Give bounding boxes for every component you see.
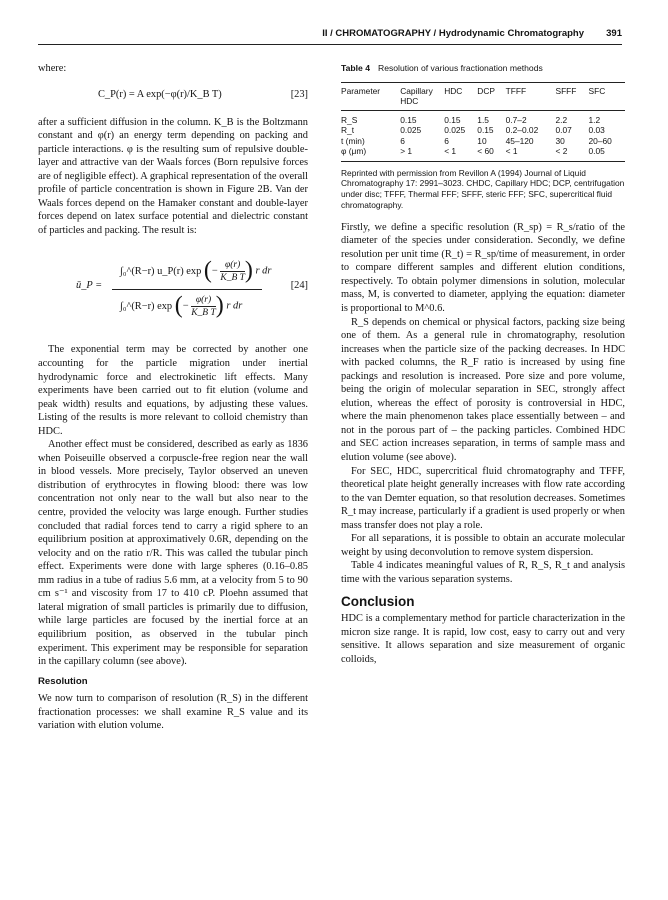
paragraph: The exponential term may be corrected by another one accounting for the particle migration under inertial hydrodynamic force and electrokinetic lift effects. Many experiments have been carried out to fit elution (volume and peak width) results and equations, by adjusting these values. Listing of the results is more relevant to colloid chemistry than HDC. xyxy=(38,344,308,437)
table-row xyxy=(341,146,625,161)
equation-24-number: [24] xyxy=(290,280,308,292)
running-header xyxy=(38,28,622,42)
paragraph: R_S depends on chemical or physical factors, packing size being one of them. As a general rule in chromatography, resolution increases when the particle size of the packing decreases. In HDC with packed columns, the R_F ratio is increased by using fine packings and resolution is increased. Pore size and pore volume, being the origin of molecular separation in SEC, strongly affect elution, whereas the effect of porosity is controversial in HDC, where the main phenomenon takes place essentially between – and not in the porous part of – the packing particles. Combined HDC and SEC action increases separation, in terms of sample mass and elution volume (see above). xyxy=(341,316,625,464)
table-row xyxy=(341,110,625,125)
table-footnote: Reprinted with permission from Revillon A (1994) Journal of Liquid Chromatography 17: 2991–3023. CHDC, Capillary HDC; DCP, centrifugation under disc; TFFF, Thermal FFF; SFFF, steric FFF; SFC, supercritical fluid chromatography. xyxy=(341,167,625,210)
table-cell: 10 xyxy=(477,135,487,146)
table-cell: 0.07 xyxy=(555,125,572,136)
table-cell: 0.03 xyxy=(588,125,605,136)
table-header-cell: Parameter xyxy=(341,85,381,96)
table-cell: 0.15 xyxy=(444,114,461,125)
where-label: where: xyxy=(38,63,67,74)
table-cell: < 2 xyxy=(555,146,568,157)
table-header-cell: HDC xyxy=(444,85,463,96)
running-title: II / CHROMATOGRAPHY / Hydrodynamic Chromatography xyxy=(322,28,584,39)
table-cell: 6 xyxy=(400,135,405,146)
paragraph: HDC is a complementary method for particle characterization in the micron size range. It is rapid, low cost, easy to carry out and very sensitive. It allows separation and size measurement of organic colloids, xyxy=(341,613,625,665)
table-caption xyxy=(341,62,625,76)
table-cell: 0.7–2 xyxy=(505,114,527,125)
table-header-cell: Capillary HDC xyxy=(400,85,433,107)
table-cell: 0.025 xyxy=(444,125,466,136)
table-cell: 0.2–0.02 xyxy=(505,125,539,136)
paragraph: For SEC, HDC, supercritical fluid chromatography and TFFF, theoretical plate height generally increases with flow rate according to the van Demter equation, so that resolution decreases. Sometimes R_t may increase, particularly if a gradient is used properly or when mass transfer does not play a role. xyxy=(341,465,625,531)
equation-24-fraction xyxy=(112,245,280,334)
table-cell: < 1 xyxy=(505,146,518,157)
equation-24 xyxy=(38,243,308,339)
paragraph: Another effect must be considered, described as early as 1836 when Poiseuille observed a corpuscle-free region near the wall in blood vessels. More precisely, Taylor observed an uneven distribution of erythrocytes in flowing blood: there was low concentration not only near to the wall but also near to the centre, provided the velocity was large enough. Further studies concluded that radial forces tend to carry a rigid sphere to an equilibrium position at approximatively 0.6R, depending on the velocity and on the ratio r/R. This was called the tubular pinch effect. Experiments were done with large spheres (0.16–0.85 mm radius in a tube of radius 5.6 mm, at a velocity from 5 to 90 cm s⁻¹ and viscosity from 17 to 410 cP. Ploehn assumed that lateral migration of small particles is primarily due to diffusion, while large particles are focused by the inertial force at an equilibrium position, as observed in the tubular pinch experiment. This experiment may be responsible for separation in the capillary column (see above). xyxy=(38,439,308,668)
table-header-cell: SFFF xyxy=(555,85,577,96)
equation-23 xyxy=(38,76,308,106)
table-cell: < 60 xyxy=(477,146,494,157)
table-cell: 1.5 xyxy=(477,114,489,125)
table-cell: 1.2 xyxy=(588,114,601,125)
table-header-row xyxy=(341,82,625,110)
paragraph: For all separations, it is possible to obtain an accurate molecular weight by using deconvolution to remove system dispersion. xyxy=(341,533,625,558)
equation-23-math: C_P(r) = A exp(−φ(r)/K_B T) xyxy=(98,88,222,100)
header-rule xyxy=(38,44,622,45)
section-heading-conclusion: Conclusion xyxy=(341,593,415,609)
table-cell: 0.05 xyxy=(588,146,605,157)
table-label: Table 4 xyxy=(341,63,370,73)
table-cell: 6 xyxy=(444,135,449,146)
equation-23-number: [23] xyxy=(290,88,308,100)
table-cell: R_S xyxy=(341,114,358,125)
equation-24-numerator: ∫₀^(R−r) u_P(r) exp (− $\frac{\varphi(r)}{\text{K\_B T}}$ ) r dr xyxy=(120,258,272,285)
equation-24-lhs: ū_P = xyxy=(76,280,103,292)
table-cell: 0.15 xyxy=(477,125,494,136)
table-cell: 0.025 xyxy=(400,125,422,136)
table-cell: R_t xyxy=(341,125,355,136)
table-header-cell: TFFF xyxy=(505,85,527,96)
table-cell: t (min) xyxy=(341,135,365,146)
paragraph: Table 4 indicates meaningful values of R, R_S, R_t and analysis time with the various separation systems. xyxy=(341,560,625,585)
table-cell: > 1 xyxy=(400,146,413,157)
table-cell: 20–60 xyxy=(588,135,612,146)
left-column xyxy=(38,62,308,733)
table-cell: φ (μm) xyxy=(341,146,367,157)
paragraph: We now turn to comparison of resolution (R_S) in the different fractionation processes: we shall examine R_S value and its variation with elution volume. xyxy=(38,693,308,732)
page-number: 391 xyxy=(606,28,622,39)
paragraph: after a sufficient diffusion in the column. K_B is the Boltzmann constant and φ(r) an energy term depending on packing and particle interactions. φ is the resulting sum of repulsive double-layer and attractive van der Waals forces (Born repulsive forces are of negligible effect). A graphical representation of the overall profile of particle concentration is shown in Figure 2B. Van der Waals forces depend on the Hamaker constant and double-layer forces depend on latex surface potential and dielectric constant of particles and packing. The result is: xyxy=(38,116,308,236)
table-cell: < 1 xyxy=(444,146,457,157)
table-row xyxy=(341,136,625,147)
eq24-inner-fraction: $\frac{\varphi(r)}{\text{K\_B T}}$ xyxy=(220,260,245,284)
right-column xyxy=(341,62,625,666)
section-heading-resolution: Resolution xyxy=(38,675,88,687)
table-cell: 2.2 xyxy=(555,114,568,125)
equation-24-denominator: ∫₀^(R−r) exp (− $\frac{\varphi(r)}{\text{K\_B T}}$ ) r dr xyxy=(120,293,243,320)
table-title: Resolution of various fractionation methods xyxy=(377,63,543,73)
table-cell: 45–120 xyxy=(505,135,534,146)
table-cell: 30 xyxy=(555,135,565,146)
table-header-cell: DCP xyxy=(477,85,495,96)
paragraph: Firstly, we define a specific resolution (R_sp) = R_s/ratio of the diameter of the species under consideration. Secondly, we define resolution per unit time (R_t) = R_sp/time of measurement, in order to compare different samples and different elution conditions, respectively. To obtain polymer dimensions in solution, molecular mass, M, is converted to diameter, applying the equation: diameter is proportional to M^0.6. xyxy=(341,221,625,315)
table-row xyxy=(341,125,625,136)
eq24-denominator-integral: ∫₀^(R−r) exp xyxy=(120,301,173,313)
eq24-numerator-integral: ∫₀^(R−r) u_P(r) exp xyxy=(120,266,202,278)
table-cell: 0.15 xyxy=(400,114,417,125)
table-header-cell: SFC xyxy=(588,85,606,96)
resolution-table xyxy=(341,82,625,162)
